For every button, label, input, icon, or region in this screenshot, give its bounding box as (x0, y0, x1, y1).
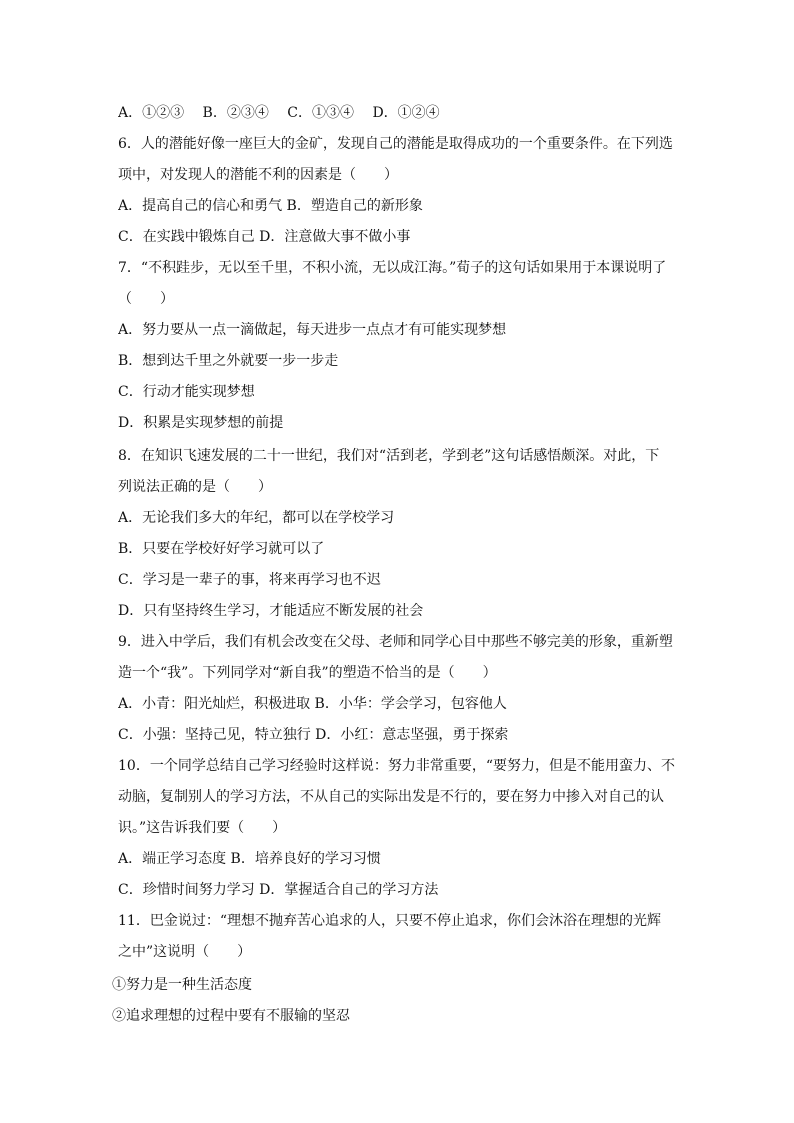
q6-stem-line-2: 项中，对发现人的潜能不利的因素是（ ） (118, 167, 398, 183)
q11-statement-1: ①努力是一种生活态度 (112, 977, 252, 993)
q11-stem-line-2: 之中”这说明（ ） (118, 944, 252, 960)
q7-option-d: D．积累是实现梦想的前提 (118, 415, 284, 431)
q11-stem-line-1: 11．巴金说过：“理想不抛弃苦心追求的人，只要不停止追求，你们会沐浴在理想的光辉 (118, 913, 661, 929)
q6-options-cd: C．在实践中锻炼自己 D．注意做大事不做小事 (118, 229, 411, 245)
q10-stem-line-2: 动脑，复制别人的学习方法，不从自己的实际出发是不行的，要在努力中掺入对自己的认 (118, 789, 664, 805)
q7-option-a: A．努力要从一点一滴做起，每天进步一点点才有可能实现梦想 (118, 322, 507, 338)
q10-options-ab: A．端正学习态度 B．培养良好的学习习惯 (118, 851, 381, 867)
q10-stem-line-1: 10．一个同学总结自己学习经验时这样说：努力非常重要，“要努力，但是不能用蛮力、不 (118, 758, 675, 774)
q11-statement-2: ②追求理想的过程中要有不服输的坚忍 (112, 1008, 350, 1024)
q7-stem-line-2: （ ） (118, 291, 174, 307)
q10-options-cd: C．珍惜时间努力学习 D．掌握适合自己的学习方法 (118, 882, 439, 898)
q8-stem-line-1: 8．在知识飞速发展的二十一世纪，我们对“活到老，学到老”这句话感悟颇深。对此，下 (118, 448, 660, 464)
q8-option-d: D．只有坚持终生学习，才能适应不断发展的社会 (118, 603, 424, 619)
q8-option-a: A．无论我们多大的年纪，都可以在学校学习 (118, 510, 395, 526)
q9-stem-line-2: 造一个“我”。下列同学对“新自我”的塑造不恰当的是（ ） (118, 665, 497, 681)
q8-option-c: C．学习是一辈子的事，将来再学习也不迟 (118, 572, 381, 588)
q7-stem-line-1: 7．“不积跬步，无以至千里，不积小流，无以成江海。”荀子的这句话如果用于本课说明了 (118, 260, 667, 276)
q9-stem-line-1: 9．进入中学后，我们有机会改变在父母、老师和同学心目中那些不够完美的形象，重新塑 (118, 634, 673, 650)
q5-options: A．①②③ B．②③④ C．①③④ D．①②④ (118, 105, 440, 121)
q9-options-cd: C．小强：坚持己见，特立独行 D．小红：意志坚强，勇于探索 (118, 727, 509, 743)
q7-option-b: B．想到达千里之外就要一步一步走 (118, 353, 339, 369)
q9-options-ab: A．小青：阳光灿烂，积极进取 B．小华：学会学习，包容他人 (118, 696, 507, 712)
q7-option-c: C．行动才能实现梦想 (118, 384, 255, 400)
q8-stem-line-2: 列说法正确的是（ ） (118, 479, 272, 495)
q8-option-b: B．只要在学校好好学习就可以了 (118, 541, 325, 557)
q6-stem-line-1: 6．人的潜能好像一座巨大的金矿，发现自己的潜能是取得成功的一个重要条件。在下列选 (118, 136, 673, 152)
q6-options-ab: A．提高自己的信心和勇气 B．塑造自己的新形象 (118, 198, 423, 214)
q10-stem-line-3: 识。”这告诉我们要（ ） (118, 820, 287, 836)
